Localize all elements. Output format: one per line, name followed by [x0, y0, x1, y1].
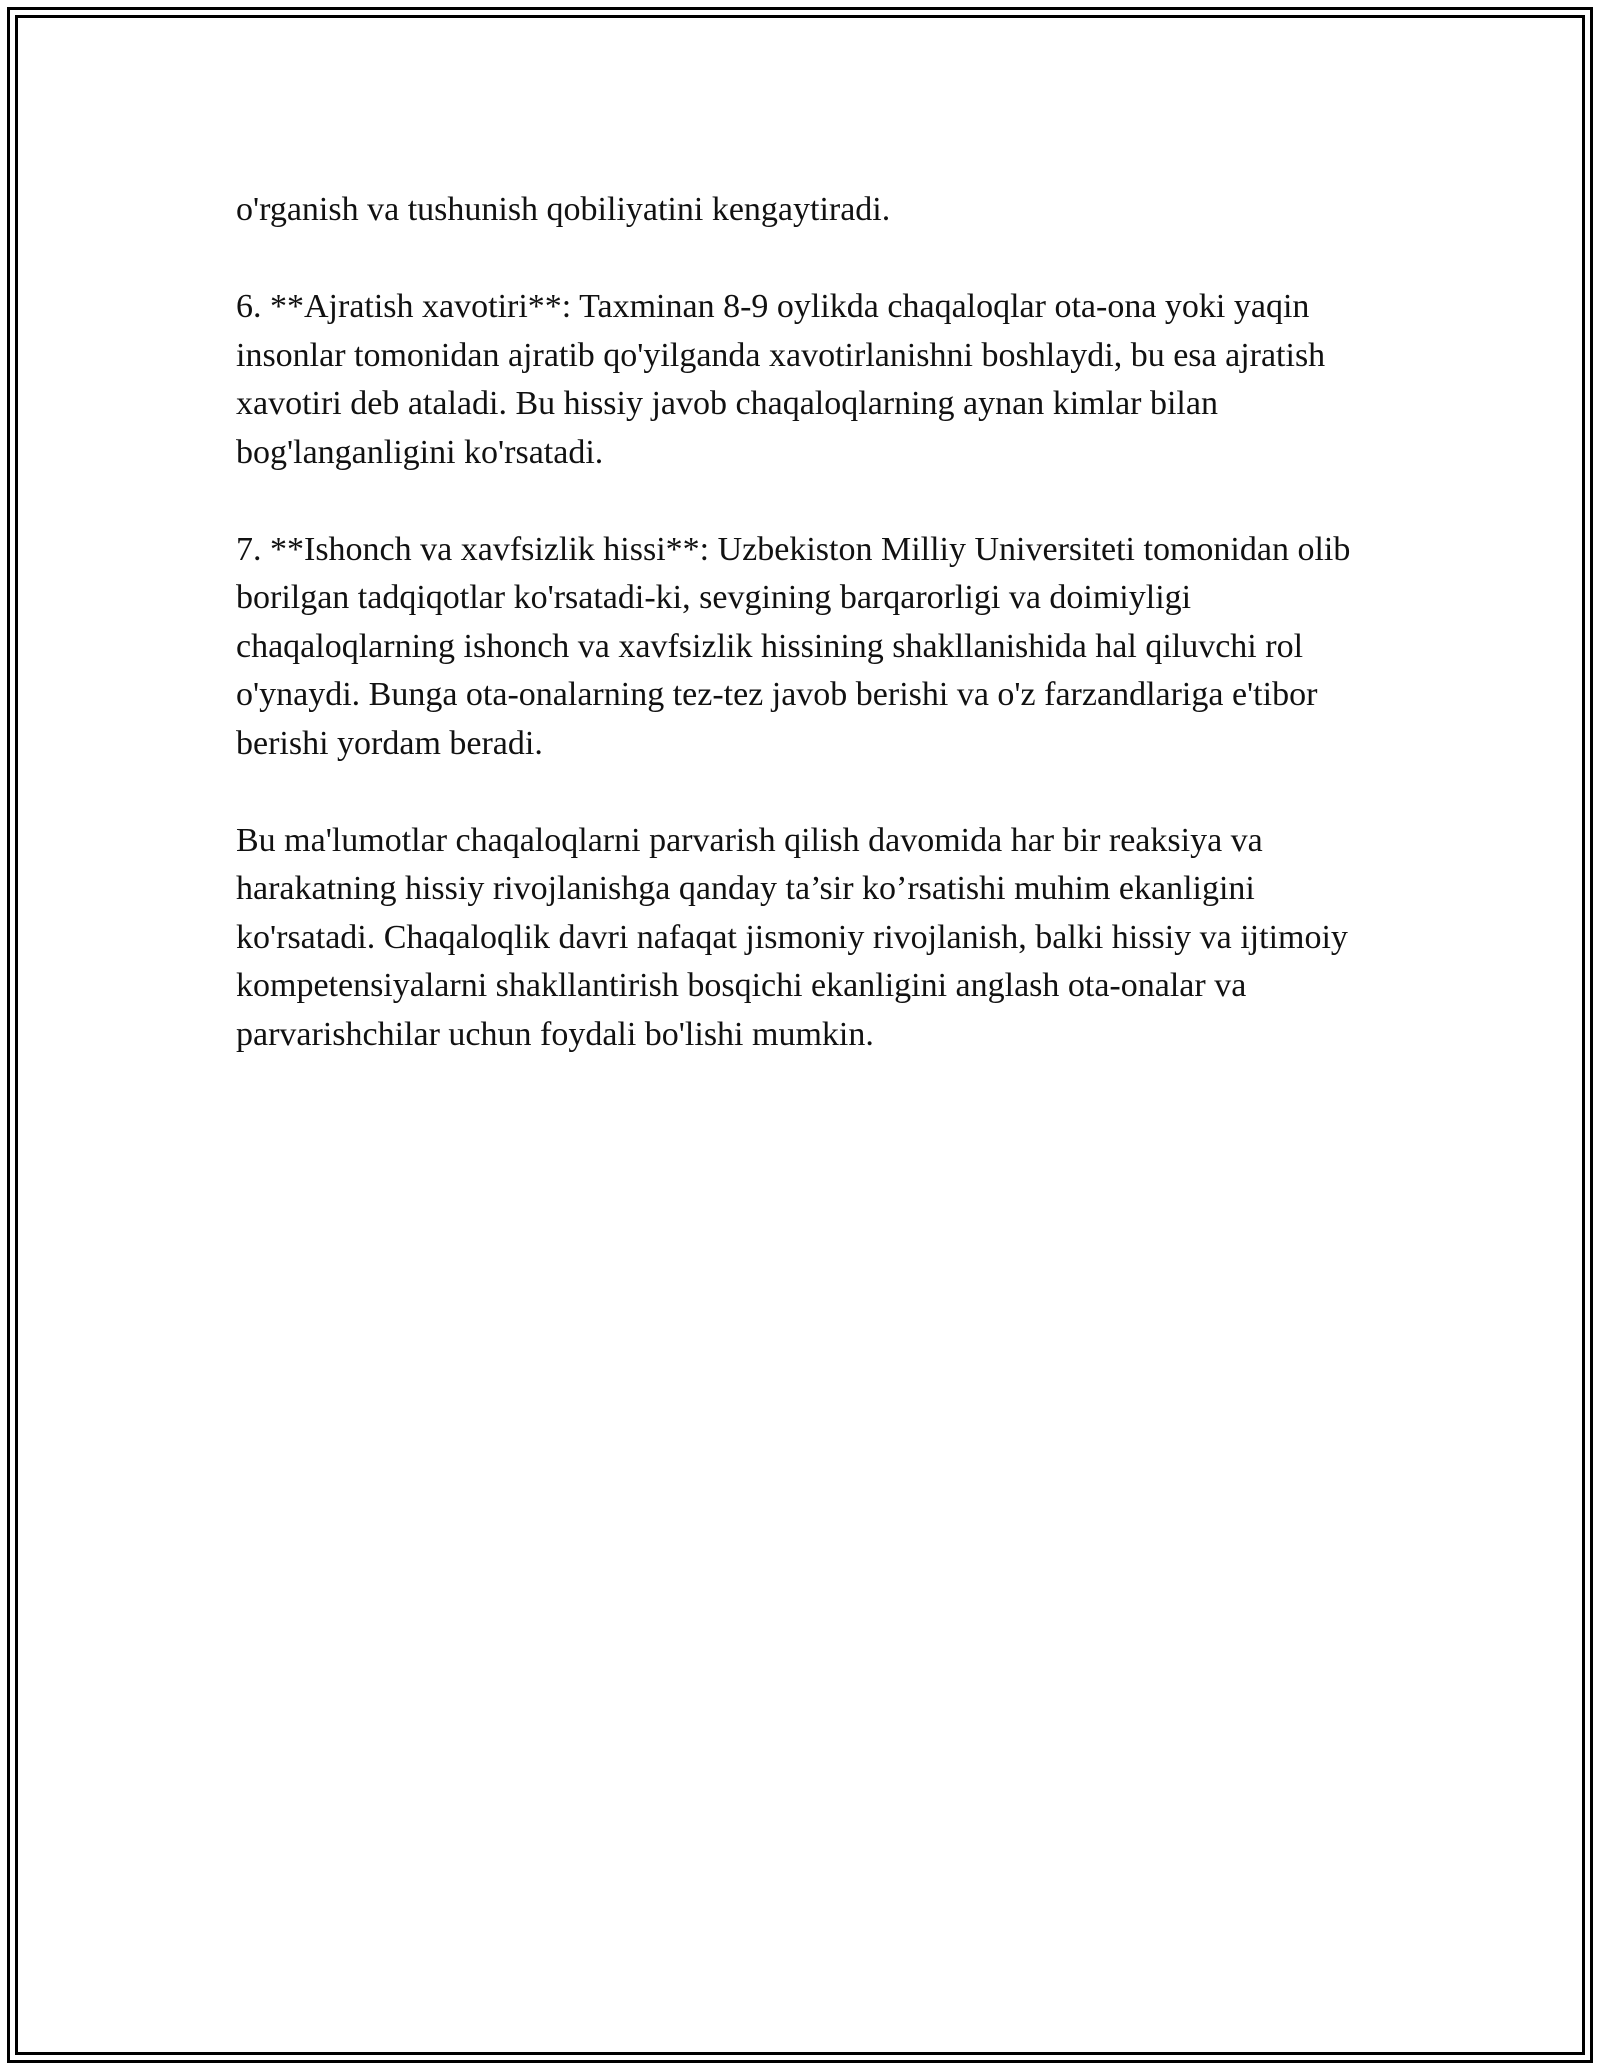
paragraph-trust-and-safety: 7. **Ishonch va xavfsizlik hissi**: Uzbekiston Milliy Universiteti tomonidan olib borilgan tadqiqotlar ko'rsatadi-ki, sevgining barqarorligi va doimiyligi chaqaloqlarning ishonch va xavfsizlik hissining shakllanishida hal qiluvchi rol o'ynaydi. Bunga ota-onalarning tez-tez javob berishi va o'z farzandlariga e'tibor berishi yordam beradi. [236, 530, 1351, 762]
paragraph-conclusion: Bu ma'lumotlar chaqaloqlarni parvarish qilish davomida har bir reaksiya va harakatning hissiy rivojlanishga qanday ta’sir ko’rsatishi muhim ekanligini ko'rsatadi. Chaqaloqlik davri nafaqat jismoniy rivojlanish, balki hissiy va ijtimoiy kompetensiyalarni shakllantirish bosqichi ekanligini anglash ota-onalar va parvarishchilar uchun foydali bo'lishi mumkin. [236, 821, 1348, 1053]
paragraph-separation-anxiety: 6. **Ajratish xavotiri**: Taxminan 8-9 oylikda chaqaloqlar ota-ona yoki yaqin insonlar tomonidan ajratib qo'yilganda xavotirlanishni boshlaydi, bu esa ajratish xavotiri deb ataladi. Bu hissiy javob chaqaloqlarning aynan kimlar bilan bog'langanligini ko'rsatadi. [236, 288, 1326, 471]
paragraph-continuation: o'rganish va tushunish qobiliyatini kengaytiradi. [236, 191, 891, 228]
document-body [236, 186, 1376, 1108]
